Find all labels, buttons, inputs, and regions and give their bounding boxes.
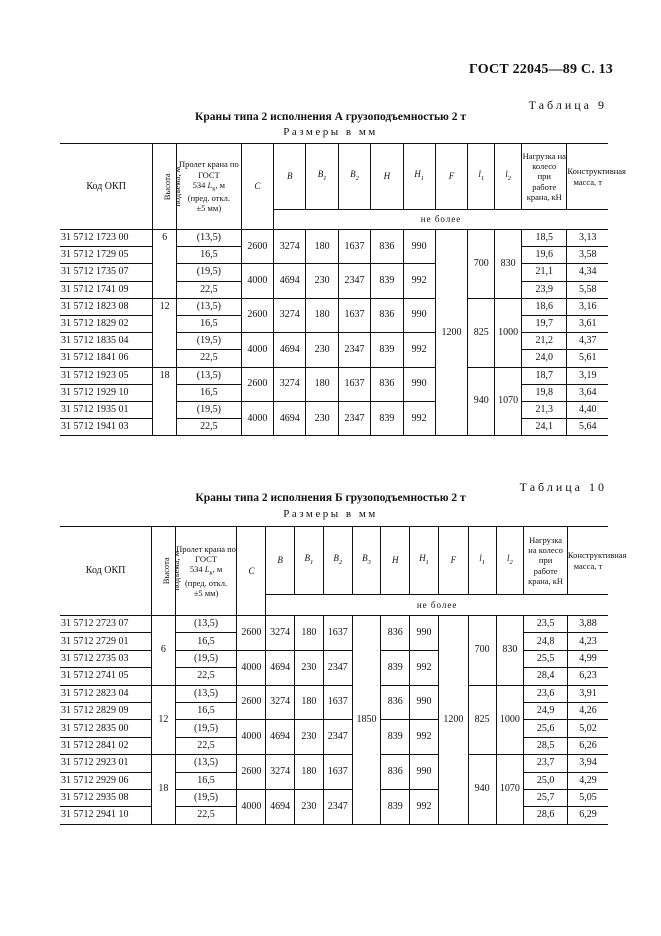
cell-code: 31 5712 2841 02 — [60, 737, 152, 754]
cell-code: 31 5712 1823 08 — [60, 298, 153, 315]
cell-span: (19,5) — [175, 650, 237, 667]
header-l2: $l_2$ — [496, 527, 524, 595]
cell-f: 1200 — [438, 616, 468, 825]
cell-h1: 992 — [410, 789, 439, 824]
cell-span: (13,5) — [175, 755, 237, 772]
table-row — [60, 230, 608, 247]
cell-b2: 1637 — [338, 230, 370, 264]
cell-code: 31 5712 1929 10 — [60, 384, 153, 401]
header-h1: $H_1$ — [410, 527, 439, 595]
cell-b: 3274 — [274, 367, 306, 401]
header-b3: $B_3$ — [352, 527, 381, 595]
cell-code: 31 5712 2941 10 — [60, 807, 152, 824]
cell-mass: 4,29 — [567, 772, 608, 789]
page-header: ГОСТ 22045—89 С. 13 — [469, 62, 613, 77]
cell-h1: 990 — [403, 298, 435, 332]
cell-h1: 990 — [410, 755, 439, 790]
cell-span: (13,5) — [176, 367, 241, 384]
cell-b: 3274 — [266, 616, 295, 651]
cell-span: (19,5) — [176, 264, 241, 281]
cell-h: 836 — [371, 230, 403, 264]
cell-b2: 2347 — [323, 650, 352, 685]
cell-h1: 990 — [410, 685, 439, 720]
cell-wheel-load: 23,7 — [524, 755, 568, 772]
cell-mass: 4,40 — [567, 401, 608, 418]
cell-span: 22,5 — [176, 419, 241, 436]
cell-h: 836 — [381, 755, 410, 790]
cell-l1: 940 — [468, 755, 496, 825]
cell-b: 3274 — [266, 755, 295, 790]
cell-wheel-load: 18,6 — [522, 298, 567, 315]
cell-span: 16,5 — [176, 315, 241, 332]
header-b2: $B_2$ — [323, 527, 352, 595]
cell-mass: 4,23 — [567, 633, 608, 650]
header-h: H — [371, 144, 403, 210]
header-lift-height — [153, 144, 183, 230]
cell-l2: 830 — [495, 230, 522, 299]
cell-code: 31 5712 2741 05 — [60, 668, 152, 685]
cell-wheel-load: 23,9 — [522, 281, 567, 298]
cell-f: 1200 — [435, 230, 467, 436]
cell-h: 839 — [371, 264, 403, 298]
cell-mass: 5,58 — [567, 281, 608, 298]
table-row — [60, 720, 608, 737]
cell-mass: 4,26 — [567, 702, 608, 719]
cell-h1: 992 — [403, 264, 435, 298]
cell-mass: 3,94 — [567, 755, 608, 772]
cell-mass: 3,19 — [567, 367, 608, 384]
cell-b1: 230 — [295, 789, 324, 824]
cell-h1: 992 — [403, 401, 435, 435]
cell-mass: 5,02 — [567, 720, 608, 737]
cell-b3: 1850 — [352, 616, 381, 825]
cell-b: 3274 — [274, 298, 306, 332]
cell-h1: 992 — [410, 650, 439, 685]
cell-h: 836 — [371, 298, 403, 332]
cell-wheel-load: 28,4 — [524, 668, 568, 685]
cell-c: 4000 — [237, 720, 266, 755]
table-subtitle: Размеры в мм — [283, 508, 378, 520]
cell-wheel-load: 25,0 — [524, 772, 568, 789]
cell-span: 16,5 — [175, 633, 237, 650]
cell-mass: 6,29 — [567, 807, 608, 824]
cell-span: 22,5 — [175, 737, 237, 754]
cell-span: 22,5 — [176, 350, 241, 367]
cell-b1: 180 — [306, 230, 338, 264]
cell-wheel-load: 24,8 — [524, 633, 568, 650]
cell-b: 4694 — [266, 650, 295, 685]
cell-wheel-load: 21,2 — [522, 333, 567, 350]
table-title: Краны типа 2 исполнения А грузоподъемностью 2 т — [195, 111, 466, 123]
header-l2: $l_2$ — [495, 144, 522, 210]
cell-h: 839 — [371, 333, 403, 367]
cell-h1: 990 — [410, 616, 439, 651]
cell-b2: 1637 — [338, 298, 370, 332]
header-b: B — [266, 527, 295, 595]
cell-wheel-load: 25,5 — [524, 650, 568, 667]
cell-span: 22,5 — [175, 807, 237, 824]
cell-code: 31 5712 1841 06 — [60, 350, 153, 367]
cell-span: (13,5) — [175, 685, 237, 702]
cell-lift-height: 6 — [153, 230, 177, 299]
cell-mass: 3,61 — [567, 315, 608, 332]
header-not-more: не более — [266, 595, 608, 616]
cell-b2: 1637 — [323, 685, 352, 720]
cell-b2: 1637 — [323, 755, 352, 790]
cell-code: 31 5712 2735 03 — [60, 650, 152, 667]
cell-code: 31 5712 1723 00 — [60, 230, 153, 247]
header-lift-height-text: Высота подъема, м — [162, 166, 183, 207]
cell-mass: 5,64 — [567, 419, 608, 436]
cell-code: 31 5712 2829 09 — [60, 702, 152, 719]
cell-span: 16,5 — [175, 702, 237, 719]
cell-span: (19,5) — [176, 333, 241, 350]
cell-wheel-load: 28,6 — [524, 807, 568, 824]
header-h1: $H_1$ — [403, 144, 435, 210]
cell-b: 4694 — [266, 720, 295, 755]
cell-c: 4000 — [241, 333, 273, 367]
cell-span: 16,5 — [176, 247, 241, 264]
cell-l1: 700 — [468, 616, 496, 686]
cell-span: 16,5 — [175, 772, 237, 789]
cell-span: 22,5 — [175, 668, 237, 685]
cell-wheel-load: 25,6 — [524, 720, 568, 737]
cell-wheel-load: 18,7 — [522, 367, 567, 384]
cell-b2: 2347 — [323, 720, 352, 755]
cell-code: 31 5712 2835 00 — [60, 720, 152, 737]
cell-mass: 5,05 — [567, 789, 608, 806]
cell-wheel-load: 24,9 — [524, 702, 568, 719]
cell-c: 4000 — [241, 401, 273, 435]
cell-span: (13,5) — [176, 298, 241, 315]
cell-code: 31 5712 1741 09 — [60, 281, 153, 298]
header-code: Код ОКП — [60, 527, 152, 616]
cell-wheel-load: 23,6 — [524, 685, 568, 702]
table-number-label: Таблица 10 — [519, 480, 607, 494]
cell-h: 839 — [371, 401, 403, 435]
table-title: Краны типа 2 исполнения Б грузоподъемностью 2 т — [195, 492, 466, 504]
cell-b1: 230 — [295, 720, 324, 755]
cell-mass: 4,99 — [567, 650, 608, 667]
cell-c: 4000 — [237, 650, 266, 685]
cell-mass: 6,23 — [567, 668, 608, 685]
cell-mass: 4,37 — [567, 333, 608, 350]
cell-mass: 3,16 — [567, 298, 608, 315]
cell-b1: 230 — [306, 401, 338, 435]
header-l1: $l_1$ — [468, 527, 496, 595]
cell-h: 839 — [381, 720, 410, 755]
cell-code: 31 5712 1935 01 — [60, 401, 153, 418]
cell-b2: 2347 — [338, 333, 370, 367]
table-row — [60, 367, 608, 384]
header-mass: Конструктивная масса, т — [567, 144, 608, 210]
header-wheel-load: Нагрузка на колесо при работе крана, кН — [524, 527, 568, 595]
table-row — [60, 264, 608, 281]
cell-mass: 3,13 — [567, 230, 608, 247]
cell-b1: 180 — [295, 616, 324, 651]
cell-code: 31 5712 2923 01 — [60, 755, 152, 772]
cell-wheel-load: 19,7 — [522, 315, 567, 332]
cell-mass: 3,64 — [567, 384, 608, 401]
cell-b1: 180 — [306, 298, 338, 332]
cell-span: (19,5) — [175, 720, 237, 737]
cell-mass: 5,61 — [567, 350, 608, 367]
table-row — [60, 298, 608, 315]
header-b: B — [274, 144, 306, 210]
cell-l1: 700 — [468, 230, 495, 299]
cell-l2: 1070 — [495, 367, 522, 436]
header-b1: $B_1$ — [295, 527, 324, 595]
header-lift-height — [152, 527, 182, 616]
cell-b1: 180 — [295, 755, 324, 790]
table-subtitle: Размеры в мм — [283, 126, 378, 138]
cell-span: 22,5 — [176, 281, 241, 298]
cell-span: (19,5) — [176, 401, 241, 418]
cell-lift-height: 12 — [152, 685, 175, 755]
cell-b: 4694 — [274, 264, 306, 298]
cell-h1: 990 — [403, 230, 435, 264]
cell-c: 2600 — [241, 367, 273, 401]
header-b2: $B_2$ — [338, 144, 370, 210]
header-code: Код ОКП — [60, 144, 153, 230]
cell-h: 836 — [371, 367, 403, 401]
cell-wheel-load: 18,5 — [522, 230, 567, 247]
cell-lift-height: 12 — [153, 298, 177, 367]
table-number-label: Таблица 9 — [528, 98, 607, 112]
cell-b1: 180 — [295, 685, 324, 720]
header-not-more: не более — [274, 210, 608, 230]
cell-c: 2600 — [237, 685, 266, 720]
cell-b2: 2347 — [338, 401, 370, 435]
cell-b2: 1637 — [323, 616, 352, 651]
cell-c: 2600 — [241, 298, 273, 332]
cell-h: 839 — [381, 650, 410, 685]
cell-code: 31 5712 1923 05 — [60, 367, 153, 384]
header-span: Пролет крана по ГОСТ 534 $L_к$, м (пред. откл. ±5 мм) — [175, 527, 237, 616]
header-h: H — [381, 527, 410, 595]
header-l1: $l_1$ — [468, 144, 495, 210]
cell-c: 4000 — [241, 264, 273, 298]
cell-c: 2600 — [237, 616, 266, 651]
cell-wheel-load: 24,1 — [522, 419, 567, 436]
cell-span: (19,5) — [175, 789, 237, 806]
cell-mass: 4,34 — [567, 264, 608, 281]
table-row — [60, 401, 608, 418]
cell-code: 31 5712 1729 05 — [60, 247, 153, 264]
cell-l1: 940 — [468, 367, 495, 436]
cell-b2: 2347 — [323, 789, 352, 824]
cell-code: 31 5712 2935 08 — [60, 789, 152, 806]
cell-b1: 230 — [306, 264, 338, 298]
cell-b: 4694 — [274, 401, 306, 435]
cell-code: 31 5712 2823 04 — [60, 685, 152, 702]
cell-b1: 230 — [306, 333, 338, 367]
table-row — [60, 685, 608, 702]
cell-span: (13,5) — [176, 230, 241, 247]
header-f: F — [438, 527, 468, 595]
cell-b: 4694 — [266, 789, 295, 824]
cell-code: 31 5712 2929 06 — [60, 772, 152, 789]
cell-c: 2600 — [241, 230, 273, 264]
cell-c: 4000 — [237, 789, 266, 824]
cell-wheel-load: 21,3 — [522, 401, 567, 418]
header-f: F — [435, 144, 467, 210]
cell-l1: 825 — [468, 298, 495, 367]
cell-code: 31 5712 1735 07 — [60, 264, 153, 281]
cell-span: (13,5) — [175, 616, 237, 633]
cell-wheel-load: 24,0 — [522, 350, 567, 367]
header-span: Пролет крана по ГОСТ 534 $L_к$, м (пред. откл. ±5 мм) — [176, 144, 241, 230]
cell-mass: 6,26 — [567, 737, 608, 754]
cell-code: 31 5712 1941 03 — [60, 419, 153, 436]
header-mass: Конструктивная масса, т — [567, 527, 608, 595]
table-row — [60, 789, 608, 806]
cell-lift-height: 18 — [153, 367, 177, 436]
cell-wheel-load: 19,8 — [522, 384, 567, 401]
cell-h: 839 — [381, 789, 410, 824]
cell-mass: 3,91 — [567, 685, 608, 702]
cell-b2: 1637 — [338, 367, 370, 401]
cell-l1: 825 — [468, 685, 496, 755]
cell-lift-height: 6 — [152, 616, 175, 686]
cell-span: 16,5 — [176, 384, 241, 401]
header-c: C — [237, 527, 266, 616]
cell-l2: 1000 — [495, 298, 522, 367]
cell-h1: 990 — [403, 367, 435, 401]
cell-wheel-load: 25,7 — [524, 789, 568, 806]
cell-mass: 3,58 — [567, 247, 608, 264]
cell-lift-height: 18 — [152, 755, 175, 825]
cell-b2: 2347 — [338, 264, 370, 298]
cell-wheel-load: 23,5 — [524, 616, 568, 633]
dimensions-table — [60, 143, 626, 436]
cell-b: 3274 — [266, 685, 295, 720]
cell-wheel-load: 19,6 — [522, 247, 567, 264]
cell-b1: 180 — [306, 367, 338, 401]
cell-b1: 230 — [295, 650, 324, 685]
table-row — [60, 333, 608, 350]
header-lift-height-text: Высота подъема, м — [161, 550, 182, 591]
header-c: C — [241, 144, 273, 230]
cell-wheel-load: 21,1 — [522, 264, 567, 281]
cell-l2: 830 — [496, 616, 524, 686]
cell-h: 836 — [381, 685, 410, 720]
cell-h1: 992 — [403, 333, 435, 367]
cell-l2: 1000 — [496, 685, 524, 755]
dimensions-table — [60, 526, 627, 825]
cell-code: 31 5712 2723 07 — [60, 616, 152, 633]
table-row — [60, 755, 608, 772]
cell-h: 836 — [381, 616, 410, 651]
cell-b: 4694 — [274, 333, 306, 367]
header-b1: $B_1$ — [306, 144, 338, 210]
header-wheel-load: Нагрузка на колесо при работе крана, кН — [522, 144, 567, 210]
table-row — [60, 650, 608, 667]
cell-wheel-load: 28,5 — [524, 737, 568, 754]
cell-code: 31 5712 1835 04 — [60, 333, 153, 350]
cell-l2: 1070 — [496, 755, 524, 825]
cell-code: 31 5712 1829 02 — [60, 315, 153, 332]
cell-c: 2600 — [237, 755, 266, 790]
cell-mass: 3,88 — [567, 616, 608, 633]
table-row — [60, 616, 608, 633]
cell-code: 31 5712 2729 01 — [60, 633, 152, 650]
cell-b: 3274 — [274, 230, 306, 264]
cell-h1: 992 — [410, 720, 439, 755]
